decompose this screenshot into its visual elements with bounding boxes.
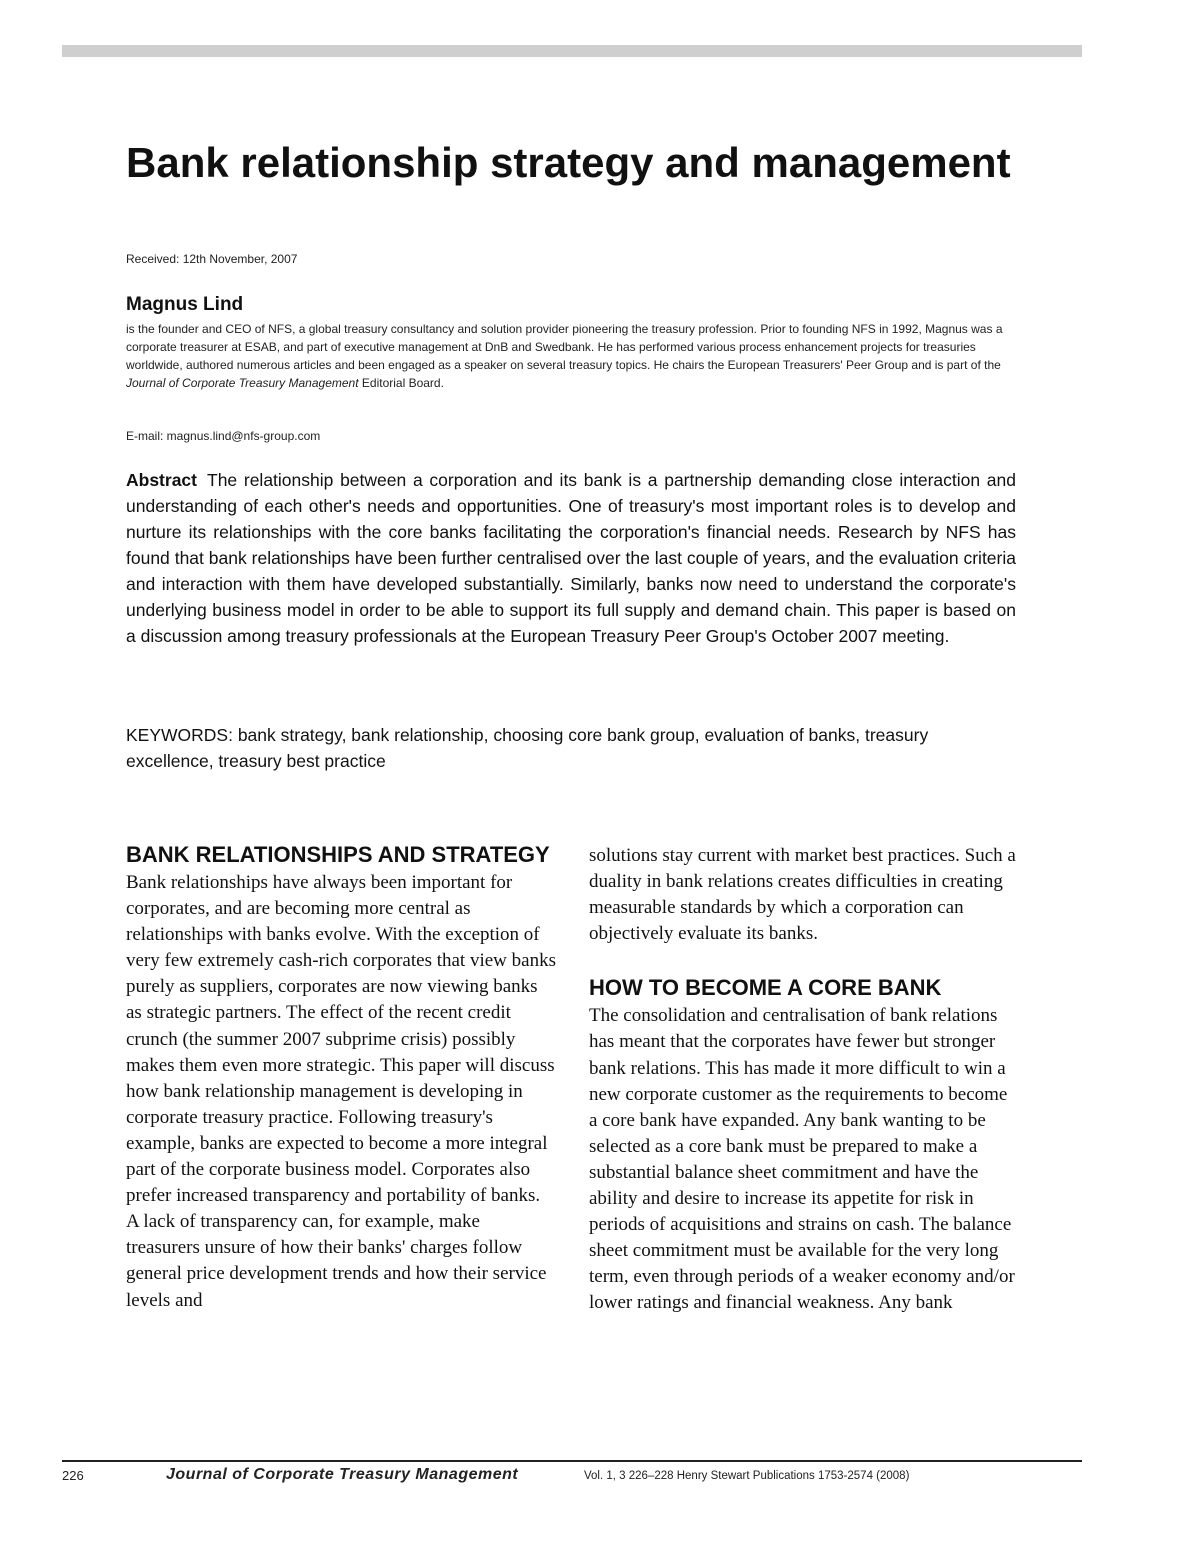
author-bio-text: is the founder and CEO of NFS, a global treasury consultancy and solution provider pioneering the treasury profession. Prior to founding NFS in 1992, Magnus was a corporate treasurer at ESAB, and part of executive management at DnB and Swedbank. He has performed various process enhancement projects for treasuries worldwide, authored numerous articles and been engaged as a speaker on several treasury topics. He chairs the European Treasurers' Peer Group and is part of the: [126, 322, 1003, 372]
section-heading-core-bank: HOW TO BECOME A CORE BANK: [589, 975, 942, 1001]
footer-rule: [62, 1460, 1082, 1462]
page-number: 226: [62, 1468, 84, 1483]
section-heading-bank-relationships: BANK RELATIONSHIPS AND STRATEGY: [126, 842, 550, 867]
abstract-label: Abstract: [126, 470, 197, 490]
author-name: Magnus Lind: [126, 294, 244, 315]
right-column: [589, 843, 1019, 1317]
author-bio: [126, 320, 1016, 392]
abstract-text: The relationship between a corporation and its bank is a partnership demanding close interaction and understanding of each other's needs and opportunities. One of treasury's most important roles is to develop and nurture its relationships with the core banks facilitating the corporation's financial needs. Research by NFS has found that bank relationships have been further centralised over the last couple of years, and the evaluation criteria and interaction with them have developed substantially. Similarly, banks now need to understand the corporate's underlying business model in order to be able to support its full supply and demand chain. This paper is based on a discussion among treasury professionals at the European Treasury Peer Group's October 2007 meeting.: [126, 470, 1016, 646]
section-body-core-bank: The consolidation and centralisation of bank relations has meant that the corporates have fewer but stronger bank relations. This has made it more difficult to win a new corporate customer as the requirements to become a core bank have expanded. Any bank wanting to be selected as a core bank must be prepared to make a substantial balance sheet commitment and have the ability and desire to increase its appetite for risk in periods of acquisitions and strains on cash. The balance sheet commitment must be available for the very long term, even through periods of a weaker economy and/or lower ratings and financial weakness. Any bank: [589, 1005, 1015, 1314]
keywords: KEYWORDS: bank strategy, bank relationship, choosing core bank group, evaluation of banks, treasury excellence, treasury best practice: [126, 725, 929, 771]
article-title: Bank relationship strategy and management: [126, 139, 1011, 186]
section-body-bank-relationships: Bank relationships have always been important for corporates, and are becoming more central as relationships with banks evolve. With the exception of very few extremely cash-rich corporates that view banks purely as suppliers, corporates are now viewing banks as strategic partners. The effect of the recent credit crunch (the summer 2007 subprime crisis) possibly makes them even more strategic. This paper will discuss how bank relationship management is developing in corporate treasury practice. Following treasury's example, banks are expected to become a more integral part of the corporate business model. Corporates also prefer increased transparency and portability of banks. A lack of transparency can, for example, make treasurers unsure of how their banks' charges follow general price development trends and how their service levels and: [126, 872, 556, 1311]
author-bio-journal: Journal of Corporate Treasury Management: [126, 376, 359, 390]
author-bio-text-end: Editorial Board.: [358, 376, 444, 390]
footer-publication-info: Vol. 1, 3 226–228 Henry Stewart Publications 1753-2574 (2008): [584, 1470, 910, 1482]
footer-journal-title: Journal of Corporate Treasury Management: [166, 1466, 519, 1483]
abstract: [126, 467, 1016, 649]
section-body-continued: solutions stay current with market best practices. Such a duality in bank relations creates difficulties in creating measurable standards by which a corporation can objectively evaluate its banks.: [589, 845, 1016, 945]
author-email: E-mail: magnus.lind@nfs-group.com: [126, 429, 321, 443]
received-date: Received: 12th November, 2007: [126, 252, 298, 266]
left-column: [126, 840, 556, 1314]
top-rule: [62, 45, 1082, 57]
